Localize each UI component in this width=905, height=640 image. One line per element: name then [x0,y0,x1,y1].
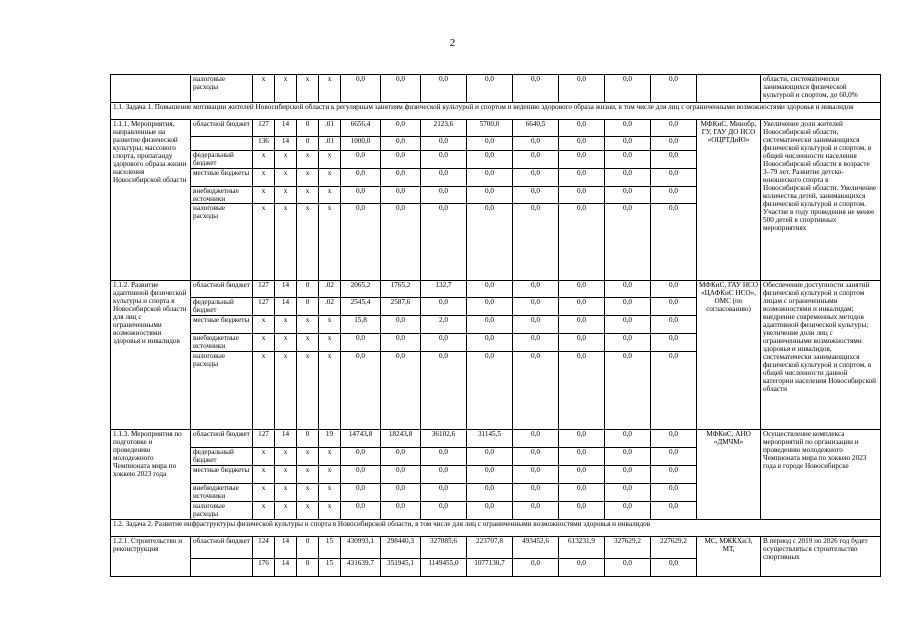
amount-cell: 2123,6 [421,120,467,137]
amount-cell: 0,0 [341,466,381,484]
amount-cell: 0,0 [381,204,421,281]
task-row [111,103,881,120]
amount-cell: 0,0 [421,169,467,187]
amount-cell: 0,0 [605,169,651,187]
budget-code-cell: х [297,484,319,502]
amount-cell: 2587,6 [381,298,421,316]
amount-cell: 0,0 [381,352,421,430]
amount-cell: 0,0 [513,316,559,334]
budget-code-cell: х [275,204,297,281]
budget-code-cell: 14 [275,430,297,448]
budget-code-cell: 19 [319,430,341,448]
budget-code-cell: х [297,169,319,187]
budget-code-cell: 14 [275,298,297,316]
budget-code-cell: .01 [319,137,341,151]
amount-cell: 0,0 [605,559,651,577]
amount-cell: 0,0 [381,502,421,520]
amount-cell: 0,0 [559,430,605,448]
budget-code-cell: х [319,466,341,484]
amount-cell: 0,0 [605,298,651,316]
amount-cell: 0,0 [559,316,605,334]
amount-cell: 430993,1 [341,537,381,559]
budget-code-cell: х [297,316,319,334]
amount-cell: 0,0 [513,281,559,298]
amount-cell: 0,0 [513,75,559,103]
amount-cell: 0,0 [559,169,605,187]
amount-cell: 0,0 [559,151,605,169]
amount-cell: 0,0 [381,187,421,204]
budget-code-cell: х [297,448,319,466]
amount-cell: 0,0 [651,298,697,316]
funding-source-cell: областной бюджет [191,430,253,448]
budget-code-cell: х [275,169,297,187]
amount-cell: 327085,6 [421,537,467,559]
budget-code-cell: х [275,316,297,334]
budget-code-cell: х [319,75,341,103]
amount-cell: 0,0 [513,334,559,352]
amount-cell: 36102,6 [421,430,467,448]
amount-cell: 132,7 [421,281,467,298]
amount-cell: 0,0 [467,137,513,151]
amount-cell: 2545,4 [341,298,381,316]
amount-cell: 0,0 [421,137,467,151]
executor-cell: МС, МЖКХиЭ, МТ, [697,537,761,577]
amount-cell: 0,0 [467,169,513,187]
amount-cell: 0,0 [651,466,697,484]
amount-cell: 0,0 [651,448,697,466]
amount-cell: 0,0 [421,502,467,520]
result-cell: Увеличение доли жителей Новосибирской области, систематически занимающихся физической культурой и спортом, в общей численности населения Новосибирской области в возрасте 3–79 лет. Развитие детско-юношеского спорта в Новосибирской области. Увеличение количества детей, занимающихся физической культурой и спортом. Участие в году проведения не менее 500 детей в спортивных мероприятиях [761,120,881,281]
table-row [111,75,881,103]
amount-cell: 0,0 [421,466,467,484]
amount-cell: 0,0 [513,466,559,484]
amount-cell: 0,0 [513,430,559,448]
funding-source-cell: местные бюджеты [191,316,253,334]
amount-cell: 0,0 [421,334,467,352]
amount-cell: 0,0 [341,484,381,502]
amount-cell: 0,0 [381,448,421,466]
budget-code-cell: х [275,334,297,352]
amount-cell: 0,0 [559,352,605,430]
amount-cell: 0,0 [341,169,381,187]
page-number: 2 [449,37,456,49]
budget-code-cell: .02 [319,281,341,298]
funding-source-cell: внебюджетные источники [191,484,253,502]
budget-code-cell: х [297,502,319,520]
budget-code-cell: х [319,187,341,204]
budget-code-cell: х [275,151,297,169]
budget-code-cell: х [319,204,341,281]
amount-cell: 0,0 [513,187,559,204]
budget-code-cell: х [319,151,341,169]
amount-cell: 0,0 [651,484,697,502]
table-row [111,430,881,448]
amount-cell: 0,0 [559,187,605,204]
budget-code-cell: х [319,484,341,502]
amount-cell: 0,0 [341,204,381,281]
budget-code-cell: 127 [253,281,275,298]
amount-cell: 0,0 [559,559,605,577]
amount-cell: 0,0 [513,169,559,187]
amount-cell: 1149455,0 [421,559,467,577]
budget-code-cell: х [297,187,319,204]
amount-cell: 0,0 [421,204,467,281]
amount-cell: 0,0 [341,334,381,352]
result-cell: Обеспечение доступности занятий физической культурой и спортом лицам с ограниченными возможностями и инвалидам; внедрение современных методов адаптивной физической культуры; увеличение доли лиц с ограниченными возможностями здоровья и инвалидов, систематически занимающихся физической культурой и спортом, в общей численности данной категории населения Новосибирской области [761,281,881,430]
amount-cell: 0,0 [651,120,697,137]
amount-cell: 18243,8 [381,430,421,448]
executor-cell: МФКиС, Минобр, ГУ, ГАУ ДО НСО «ОЦРТДиЮ» [697,120,761,281]
table-row [111,281,881,298]
amount-cell: 0,0 [467,204,513,281]
funding-source-cell: федеральный бюджет [191,448,253,466]
amount-cell: 0,0 [421,352,467,430]
budget-code-cell: х [253,169,275,187]
budget-code-cell: 0 [297,559,319,577]
funding-source-cell: налоговые расходы [191,352,253,430]
budget-code-cell: 0 [297,137,319,151]
amount-cell: 351945,1 [381,559,421,577]
amount-cell: 0,0 [421,151,467,169]
amount-cell: 0,0 [513,298,559,316]
executor-cell: МФКиС, ГАУ НСО «ЦАФКиС НСО», ОМС (по согласованию) [697,281,761,430]
amount-cell: 0,0 [559,298,605,316]
amount-cell: 0,0 [467,281,513,298]
budget-code-cell: 0 [297,537,319,559]
amount-cell: 31145,5 [467,430,513,448]
budget-code-cell: 14 [275,120,297,137]
amount-cell: 0,0 [513,484,559,502]
result-cell: В период с 2019 по 2026 год будет осуществляться строительство спортивных [761,537,881,577]
budget-code-cell: 14 [275,559,297,577]
budget-code-cell: 14 [275,281,297,298]
budget-code-cell: х [253,151,275,169]
amount-cell: 14743,8 [341,430,381,448]
amount-cell: 0,0 [381,75,421,103]
amount-cell: 0,0 [513,559,559,577]
amount-cell: 0,0 [381,169,421,187]
funding-source-cell: областной бюджет [191,281,253,298]
budget-code-cell: х [275,484,297,502]
budget-code-cell: х [297,204,319,281]
budget-code-cell: .02 [319,298,341,316]
amount-cell: 0,0 [467,151,513,169]
budget-code-cell: х [297,151,319,169]
budget-code-cell: 14 [275,137,297,151]
amount-cell: 0,0 [421,484,467,502]
amount-cell: 0,0 [467,187,513,204]
amount-cell: 0,0 [381,466,421,484]
budget-code-cell: х [253,204,275,281]
table-row [111,120,881,137]
table-row [111,537,881,559]
amount-cell: 0,0 [651,352,697,430]
amount-cell: 0,0 [421,75,467,103]
budget-code-cell: 127 [253,120,275,137]
amount-cell: 1077130,7 [467,559,513,577]
amount-cell: 0,0 [605,187,651,204]
budget-code-cell: 127 [253,298,275,316]
task-heading-2: 1.2. Задача 2. Развитие инфраструктуры физической культуры и спорта в Новосибирской области, в том числе для лиц с ограниченными возможностями здоровья и инвалидов [111,520,881,537]
amount-cell: 0,0 [467,316,513,334]
amount-cell: 0,0 [467,502,513,520]
amount-cell: 0,0 [605,204,651,281]
amount-cell: 0,0 [559,281,605,298]
amount-cell: 223707,8 [467,537,513,559]
amount-cell: 0,0 [559,502,605,520]
amount-cell: 0,0 [421,298,467,316]
amount-cell: 6640,5 [513,120,559,137]
amount-cell: 0,0 [467,448,513,466]
funding-source-cell [191,559,253,577]
budget-code-cell: х [319,448,341,466]
budget-code-cell: х [275,448,297,466]
amount-cell: 0,0 [559,448,605,466]
amount-cell: 0,0 [559,75,605,103]
budget-code-cell: 0 [297,298,319,316]
amount-cell: 2,0 [421,316,467,334]
amount-cell: 493452,6 [513,537,559,559]
amount-cell: 0,0 [467,334,513,352]
budget-code-cell: х [253,352,275,430]
budget-code-cell: 124 [253,537,275,559]
budget-code-cell: х [319,352,341,430]
amount-cell: 613231,9 [559,537,605,559]
amount-cell: 1000,0 [341,137,381,151]
amount-cell: 0,0 [467,298,513,316]
amount-cell: 0,0 [651,169,697,187]
amount-cell: 0,0 [341,75,381,103]
amount-cell: 0,0 [651,316,697,334]
event-name-cell: 1.1.2. Развитие адаптивной физической культуры и спорта в Новосибирской области для лиц с ограниченными возможностями здоровья и инвалидов [111,281,191,430]
amount-cell: 0,0 [381,316,421,334]
budget-code-cell: х [275,352,297,430]
amount-cell: 0,0 [651,334,697,352]
budget-code-cell: х [275,466,297,484]
amount-cell: 0,0 [381,484,421,502]
amount-cell: 431639,7 [341,559,381,577]
event-name-cell: 1.1.1. Мероприятия, направленные на развитие физической культуры, массового спорта, пропаганду здорового образа жизни населения Новосибирской области [111,120,191,281]
funding-source-cell: местные бюджеты [191,169,253,187]
amount-cell: 0,0 [513,137,559,151]
budget-code-cell: х [275,75,297,103]
amount-cell: 0,0 [341,448,381,466]
budget-code-cell: х [253,448,275,466]
amount-cell: 0,0 [651,281,697,298]
funding-source-cell: налоговые расходы [191,75,253,103]
budget-code-cell: х [253,334,275,352]
amount-cell: 0,0 [467,352,513,430]
budget-code-cell: х [319,169,341,187]
funding-source-cell: внебюджетные источники [191,334,253,352]
amount-cell: 0,0 [651,502,697,520]
amount-cell: 0,0 [605,334,651,352]
budget-code-cell: х [319,316,341,334]
amount-cell: 0,0 [559,137,605,151]
funding-source-cell: федеральный бюджет [191,151,253,169]
amount-cell: 0,0 [467,484,513,502]
executor-cell: МФКиС, АНО «ДМЧМ» [697,430,761,520]
budget-code-cell: 127 [253,430,275,448]
event-name-cell: 1.2.1. Строительство и реконструкция [111,537,191,577]
amount-cell: 327629,2 [605,537,651,559]
budget-code-cell: 15 [319,537,341,559]
task-row [111,520,881,537]
amount-cell: 0,0 [381,151,421,169]
amount-cell: 0,0 [605,75,651,103]
amount-cell: 0,0 [651,137,697,151]
executor-cell [697,75,761,103]
budget-code-cell: 0 [297,120,319,137]
amount-cell: 0,0 [651,151,697,169]
amount-cell: 0,0 [651,75,697,103]
amount-cell: 0,0 [605,137,651,151]
amount-cell: 0,0 [605,430,651,448]
budget-code-cell: х [275,502,297,520]
budget-code-cell: х [253,316,275,334]
amount-cell: 0,0 [605,352,651,430]
amount-cell: 0,0 [467,75,513,103]
budget-code-cell: х [319,334,341,352]
budget-code-cell: х [297,75,319,103]
budget-code-cell: х [319,502,341,520]
amount-cell: 0,0 [421,448,467,466]
budget-code-cell: х [253,187,275,204]
funding-source-cell: местные бюджеты [191,466,253,484]
amount-cell: 0,0 [513,448,559,466]
budget-code-cell: х [253,466,275,484]
funding-source-cell: областной бюджет [191,537,253,559]
amount-cell: 0,0 [381,334,421,352]
funding-source-cell: налоговые расходы [191,204,253,281]
amount-cell: 0,0 [341,502,381,520]
event-name-cell: 1.1.3. Мероприятия по подготовке и проведению молодежного Чемпионата мира по хоккею 2023 года [111,430,191,520]
budget-code-cell: .01 [319,120,341,137]
budget-code-cell: 14 [275,537,297,559]
amount-cell: 0,0 [513,151,559,169]
amount-cell: 0,0 [651,187,697,204]
event-name-cell [111,75,191,103]
amount-cell: 0,0 [605,484,651,502]
amount-cell: 0,0 [605,316,651,334]
funding-source-cell [191,137,253,151]
budget-code-cell: 136 [253,137,275,151]
budget-code-cell: 0 [297,430,319,448]
amount-cell: 0,0 [559,484,605,502]
result-cell: области, систематически занимающихся физической культурой и спортом, до 60,0% [761,75,881,103]
budget-code-cell: 15 [319,559,341,577]
amount-cell: 6656,4 [341,120,381,137]
amount-cell: 0,0 [467,466,513,484]
budget-code-cell: х [297,352,319,430]
budget-code-cell: х [297,334,319,352]
amount-cell: 0,0 [341,151,381,169]
amount-cell: 0,0 [381,120,421,137]
amount-cell: 0,0 [605,151,651,169]
budget-code-cell: х [253,502,275,520]
result-cell: Осуществление комплекса мероприятий по организации и проведению молодежного Чемпионата мира по хоккею 2023 года в городе Новосибирске [761,430,881,520]
amount-cell: 0,0 [341,187,381,204]
funding-source-cell: внебюджетные источники [191,187,253,204]
amount-cell: 0,0 [605,466,651,484]
amount-cell: 0,0 [559,466,605,484]
budget-code-cell: х [275,187,297,204]
amount-cell: 15,8 [341,316,381,334]
amount-cell: 0,0 [559,120,605,137]
amount-cell: 0,0 [605,448,651,466]
budget-code-cell: х [253,484,275,502]
amount-cell: 5700,0 [467,120,513,137]
budget-code-cell: х [297,466,319,484]
program-measures-table [110,74,881,577]
amount-cell: 0,0 [513,352,559,430]
amount-cell: 0,0 [605,281,651,298]
amount-cell: 227629,2 [651,537,697,559]
amount-cell: 0,0 [513,204,559,281]
amount-cell: 0,0 [651,204,697,281]
funding-source-cell: федеральный бюджет [191,298,253,316]
funding-source-cell: областной бюджет [191,120,253,137]
amount-cell: 0,0 [651,559,697,577]
amount-cell: 0,0 [381,137,421,151]
amount-cell: 0,0 [559,334,605,352]
budget-code-cell: х [253,75,275,103]
amount-cell: 0,0 [341,352,381,430]
amount-cell: 1765,2 [381,281,421,298]
amount-cell: 0,0 [513,502,559,520]
amount-cell: 2065,2 [341,281,381,298]
amount-cell: 0,0 [605,120,651,137]
amount-cell: 298440,3 [381,537,421,559]
amount-cell: 0,0 [559,204,605,281]
budget-code-cell: 0 [297,281,319,298]
budget-code-cell: 176 [253,559,275,577]
task-heading-1: 1.1. Задача 1. Повышение мотивации жителей Новосибирской области к регулярным занятиям физической культурой и спортом и ведению здорового образа жизни, в том числе для лиц с ограниченными возможностями здоровья и инвалидов [111,103,881,120]
funding-source-cell: налоговые расходы [191,502,253,520]
amount-cell: 0,0 [421,187,467,204]
amount-cell: 0,0 [651,430,697,448]
amount-cell: 0,0 [605,502,651,520]
